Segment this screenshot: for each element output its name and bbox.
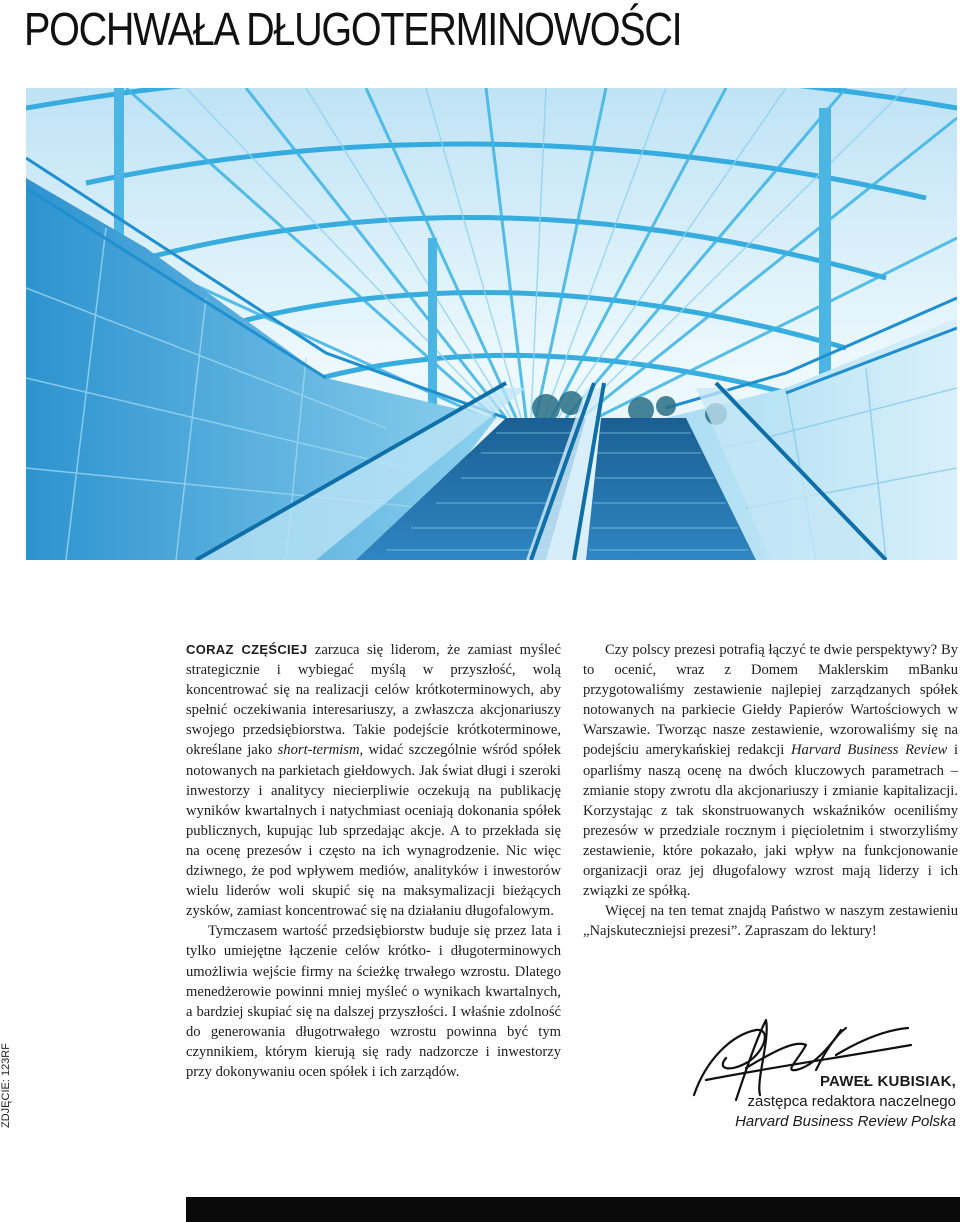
article-paragraph <box>583 640 958 901</box>
emphasis-term: short-termism <box>277 742 360 759</box>
article-left-column <box>186 640 561 1082</box>
footer-bar <box>186 1197 960 1222</box>
article-paragraph: Więcej na ten temat znajdą Państwo w naszym zestawieniu „Najskuteczniejsi prezesi”. Zapraszam do lektury! <box>583 903 958 940</box>
author-role: zastępca redaktora naczelnego <box>747 1093 956 1110</box>
photo-credit: ZDJĘCIE: 123RF <box>0 1043 12 1128</box>
emphasis-publication: Harvard Business Review <box>791 742 948 759</box>
article-paragraph: Tymczasem wartość przedsiębiorstw buduje się przez lata i tylko umiejętne łączenie celów krótko- i długoterminowych umożliwia wejście firmy na ścieżkę trwałego wzrostu. Dlatego menedżerowie powinni mniej myśleć o wynikach kwartalnych, a bardziej skupiać się na dalszej przyszłości. I właśnie zdolność do generowania długotrwałego wzrostu powinna być tym czynnikiem, którym kierują się rady nadzorcze i inwestorzy przy dokonywaniu ocen spółek i ich zarządów. <box>186 923 561 1080</box>
page-title: POCHWAŁA DŁUGOTERMINOWOŚCI <box>24 3 682 55</box>
author-publication: Harvard Business Review Polska <box>735 1113 956 1130</box>
paragraph-text: zarzuca się liderom, że zamiast myśleć strategicznie i wybiegać myślą w przyszłość, wolą koncentrować się na realizacji celów krótkoterminowych, aby spełnić oczekiwania interesariuszy, a zwłaszcza akcjonariuszy swojego przedsiębiorstwa. Takie podejście krótkoterminowe, określane jako <box>186 642 561 759</box>
paragraph-text: , widać szczególnie wśród spółek notowanych na parkietach giełdowych. Jak świat długi i szeroki inwestorzy i analitycy niecierpliwie oczekują na publikację wyników kwartalnych i natychmiast oceniają dokonania spółek publicznych, kupując lub sprzedając akcje. A to przekłada się na ocenę prezesów i często na ich wynagrodzenie. Nic więc dziwnego, że pod wpływem mediów, analityków i inwestorów wielu liderów woli skupić się na maksymalizacji bieżących zysków, zamiast koncentrować się na działaniu długofalowym. <box>186 742 561 920</box>
author-name: PAWEŁ KUBISIAK, <box>819 1073 956 1090</box>
paragraph-text: Czy polscy prezesi potrafią łączyć te dwie perspektywy? By to ocenić, wraz z Domem Maklerskim mBanku przygotowaliśmy zestawienie najlepiej zarządzanych spółek notowanych na parkiecie Giełdy Papierów Wartościowych w Warszawie. Tworząc nasze zestawienie, wzorowaliśmy się na podejściu amerykańskiej redakcji <box>583 642 958 759</box>
article-right-column <box>583 640 958 941</box>
escalator-photo <box>26 88 957 560</box>
article-paragraph <box>186 640 561 921</box>
paragraph-text: i oparliśmy naszą ocenę na dwóch kluczowych parametrach – zmianie stopy zwrotu dla akcjonariuszy i zmianie kapitalizacji. Korzystając z tak skonstruowanych wskaźników oceniliśmy prezesów w przedziale rocznym i pięcioletnim i stworzyliśmy zestawienie, które pokazało, jaki wpływ na funkcjonowanie organizacji oraz jej długofalowy wzrost mają liderzy i ich związki ze spółką. <box>583 742 958 900</box>
lead-in: CORAZ CZĘŚCIEJ <box>186 642 308 657</box>
author-block <box>735 1072 956 1132</box>
